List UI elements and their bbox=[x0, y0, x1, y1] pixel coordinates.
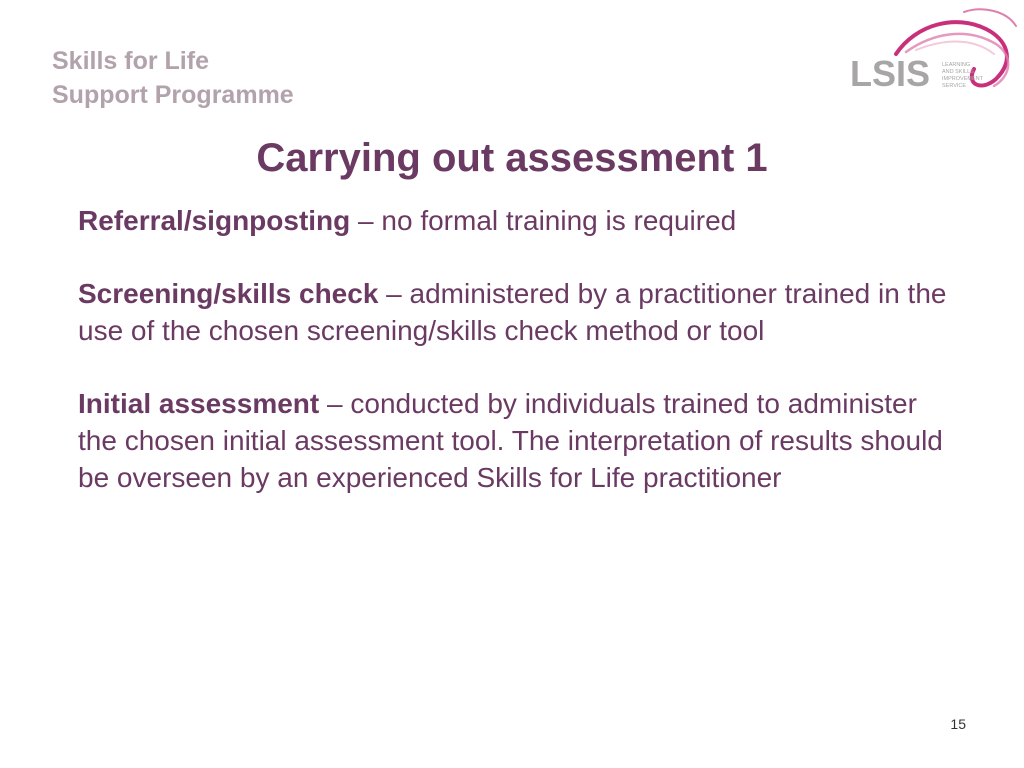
logo-tagline-4: SERVICE bbox=[942, 83, 967, 89]
description-referral: – no formal training is required bbox=[350, 205, 737, 236]
lsis-logo bbox=[846, 4, 1022, 100]
lsis-logo-graphic bbox=[846, 4, 1022, 100]
term-referral: Referral/signposting bbox=[78, 205, 351, 236]
term-screening: Screening/skills check bbox=[78, 278, 379, 309]
programme-line-1: Skills for Life bbox=[52, 47, 209, 75]
logo-tagline-2: AND SKILLS bbox=[942, 69, 974, 75]
body-item-screening bbox=[78, 275, 958, 349]
body-item-initial-assessment bbox=[78, 385, 958, 496]
logo-tagline-1: LEARNING bbox=[942, 62, 971, 68]
body-item-referral bbox=[78, 202, 958, 239]
logo-tagline-3: IMPROVEMENT bbox=[942, 76, 983, 82]
term-initial-assessment: Initial assessment bbox=[78, 388, 320, 419]
page-number: 15 bbox=[950, 716, 966, 732]
programme-line-2: Support Programme bbox=[52, 81, 294, 109]
description-initial-assessment: – conducted by individuals trained to administer the chosen initial assessment tool. The interpretation of results should be overseen by an experienced Skills for Life practitioner bbox=[78, 388, 943, 493]
programme-name bbox=[52, 44, 294, 112]
logo-wordmark: LSIS bbox=[850, 53, 931, 94]
slide-body bbox=[78, 202, 958, 496]
description-screening: – administered by a practitioner trained in the use of the chosen screening/skills check method or tool bbox=[78, 278, 947, 346]
slide-title: Carrying out assessment 1 bbox=[256, 136, 768, 180]
